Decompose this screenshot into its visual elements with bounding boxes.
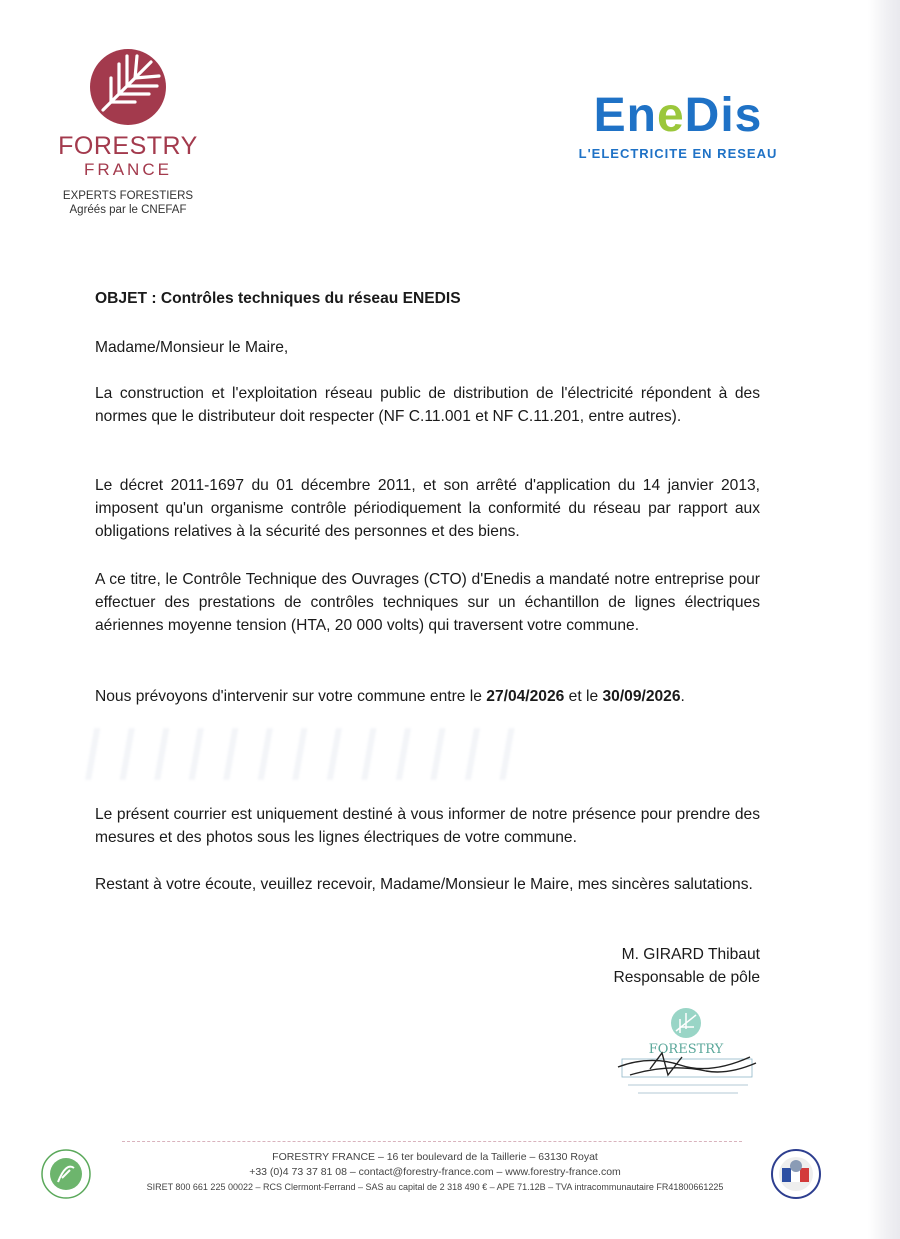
letter-subject: OBJET : Contrôles techniques du réseau ENEDIS	[95, 290, 461, 307]
schedule-start-date: 27/04/2026	[486, 688, 565, 705]
enedis-wordmark-part2: e	[656, 89, 685, 142]
paragraph-purpose: Le présent courrier est uniquement destiné à vous informer de notre présence pour prendre des mesures et des photos sous les lignes électriques de votre commune.	[95, 806, 760, 846]
schedule-end-date: 30/09/2026	[602, 688, 681, 705]
company-stamp	[610, 1005, 770, 1100]
enedis-wordmark-part3: Dis	[684, 89, 763, 142]
redacted-contact-area	[80, 728, 520, 780]
forestry-brand-sub: FRANCE	[84, 160, 172, 179]
enedis-wordmark	[568, 90, 788, 142]
forestry-brand-name: FORESTRY	[58, 132, 198, 160]
footer-contact: +33 (0)4 73 37 81 08 – contact@forestry-france.com – www.forestry-france.com	[249, 1166, 621, 1178]
schedule-text-before: Nous prévoyons d'intervenir sur votre commune entre le	[95, 688, 487, 705]
signatory-role: Responsable de pôle	[613, 969, 760, 986]
forestry-logo	[48, 48, 208, 217]
footer	[115, 1150, 755, 1194]
footer-legal: SIRET 800 661 225 00022 – RCS Clermont-Ferrand – SAS au capital de 2 318 490 € – APE 71.12B – TVA intracommunautaire FR41800661225	[146, 1182, 724, 1192]
enedis-slogan: L'ELECTRICITE EN RESEAU	[578, 146, 778, 161]
paragraph-closing: Restant à votre écoute, veuillez recevoir, Madame/Monsieur le Maire, mes sincères salutations.	[95, 876, 753, 893]
schedule-text-after: .	[680, 688, 685, 705]
scan-edge-shadow	[868, 0, 900, 1239]
footer-divider	[122, 1141, 742, 1142]
forestry-accreditation: Agréés par le CNEFAF	[69, 204, 187, 216]
signature-block	[613, 943, 760, 989]
letter-greeting: Madame/Monsieur le Maire,	[95, 339, 289, 356]
paragraph-standards: La construction et l'exploitation réseau public de distribution de l'électricité répondent à des normes que le distributeur doit respecter (NF C.11.001 et NF C.11.201, entre autres).	[95, 385, 760, 425]
paragraph-schedule	[95, 685, 760, 708]
enedis-wordmark-part1: En	[593, 89, 657, 142]
forestry-leaf-icon	[89, 48, 167, 126]
french-industry-badge-icon	[770, 1148, 822, 1200]
enedis-logo	[568, 90, 788, 161]
paragraph-mandate: A ce titre, le Contrôle Technique des Ouvrages (CTO) d'Enedis a mandaté notre entreprise pour effectuer des prestations de contrôles techniques sur un échantillon de lignes électriques aériennes moyenne tension (HTA, 20 000 volts) qui traversent votre commune.	[95, 571, 760, 634]
certification-badge-icon	[40, 1148, 92, 1200]
footer-address: FORESTRY FRANCE – 16 ter boulevard de la Taillerie – 63130 Royat	[272, 1151, 598, 1163]
schedule-text-mid: et le	[564, 688, 603, 705]
paragraph-decree: Le décret 2011-1697 du 01 décembre 2011, et son arrêté d'application du 14 janvier 2013, imposent qu'un organisme contrôle périodiquement la conformité du réseau par rapport aux obligations relatives à la sécurité des personnes et des biens.	[95, 477, 760, 540]
signatory-name: M. GIRARD Thibaut	[621, 946, 760, 963]
stamp-text: FORESTRY	[648, 1042, 724, 1057]
forestry-tagline: EXPERTS FORESTIERS	[62, 190, 194, 202]
